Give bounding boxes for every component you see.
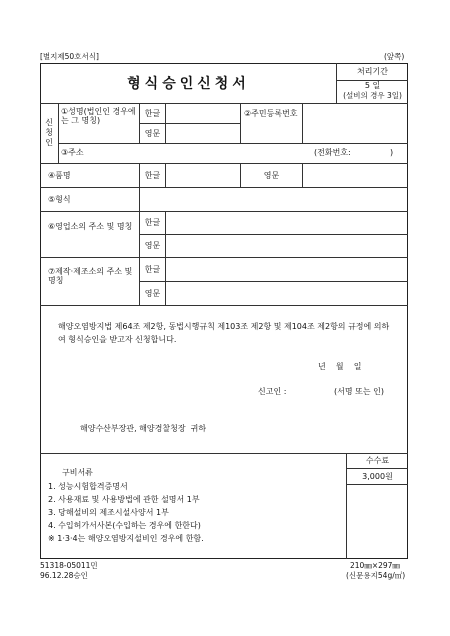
date-line: 년 월 일 — [318, 362, 362, 371]
document-item-2: 2. 사용재료 및 사용방법에 관한 설명서 1부 — [48, 495, 200, 504]
processing-note: (설비의 경우 3일) — [343, 91, 402, 101]
model-label: ⑤형식 — [48, 195, 71, 204]
processing-days: 5 일 — [364, 80, 381, 90]
phone-close: ) — [390, 148, 394, 157]
footer-approval-date: 96.12.28승인 — [40, 571, 88, 580]
footer-paper-size: 210㎜×297㎜ — [350, 561, 400, 570]
fee-value: 3,000원 — [362, 471, 393, 481]
address-label: ③주소 — [61, 148, 84, 157]
product-name-label: ④품명 — [48, 171, 71, 180]
manufacturer-label: ⑦제작·제조소의 주소 및 명칭 — [48, 267, 133, 286]
declaration-text: 해양오염방지법 제64조 제2항, 동법시행규칙 제103조 제2항 및 제104조 제2항의 규정에 의하여 형식승인을 받고자 신청합니다. — [58, 322, 390, 344]
documents-title: 구비서류 — [62, 468, 93, 477]
footer-form-code: 51318-05011민 — [40, 561, 98, 570]
applicant-name-label: ①성명(법인인 경우에는 그 명칭) — [61, 107, 136, 126]
manufacturer-korean-label: 한글 — [144, 264, 161, 274]
product-korean-label: 한글 — [144, 170, 161, 180]
addressee: 해양수산부장관, 해양경찰청장 귀하 — [80, 424, 207, 433]
form-number: [별지제50호서식] — [40, 52, 99, 61]
processing-period-label: 처리기간 — [357, 67, 388, 77]
business-korean-label: 한글 — [144, 218, 161, 228]
business-english-label: 영문 — [144, 241, 161, 251]
applicant-label: 신청인 — [44, 118, 54, 148]
applicant-korean-label: 한글 — [144, 108, 161, 118]
footer-paper-type: (신문용지54g/㎡) — [346, 571, 406, 580]
document-item-3: 3. 당해설비의 제조시설사양서 1부 — [48, 508, 169, 517]
manufacturer-english-label: 영문 — [144, 288, 161, 298]
phone-label: (전화번호: — [314, 148, 351, 157]
product-english-label: 영문 — [263, 170, 280, 180]
document-item-4: 4. 수입허가서사본(수입하는 경우에 한한다) — [48, 521, 201, 530]
page-side-label: (앞쪽) — [384, 52, 405, 61]
signature-placeholder: (서명 또는 인) — [334, 387, 384, 396]
applicant-sign-label: 신고인 : — [258, 387, 287, 396]
resident-number-label: ②주민등록번호 — [244, 109, 298, 118]
applicant-chinese-label: 영문 — [144, 128, 161, 138]
fee-label: 수수료 — [365, 456, 390, 466]
document-note: ※ 1·3·4는 해양오염방지설비인 경우에 한함. — [48, 534, 204, 543]
business-office-label: ⑥영업소의 주소 및 명칭 — [48, 222, 133, 231]
form-title: 형식승인신청서 — [127, 76, 250, 92]
document-item-1: 1. 성능시험합격증명서 — [48, 482, 128, 491]
